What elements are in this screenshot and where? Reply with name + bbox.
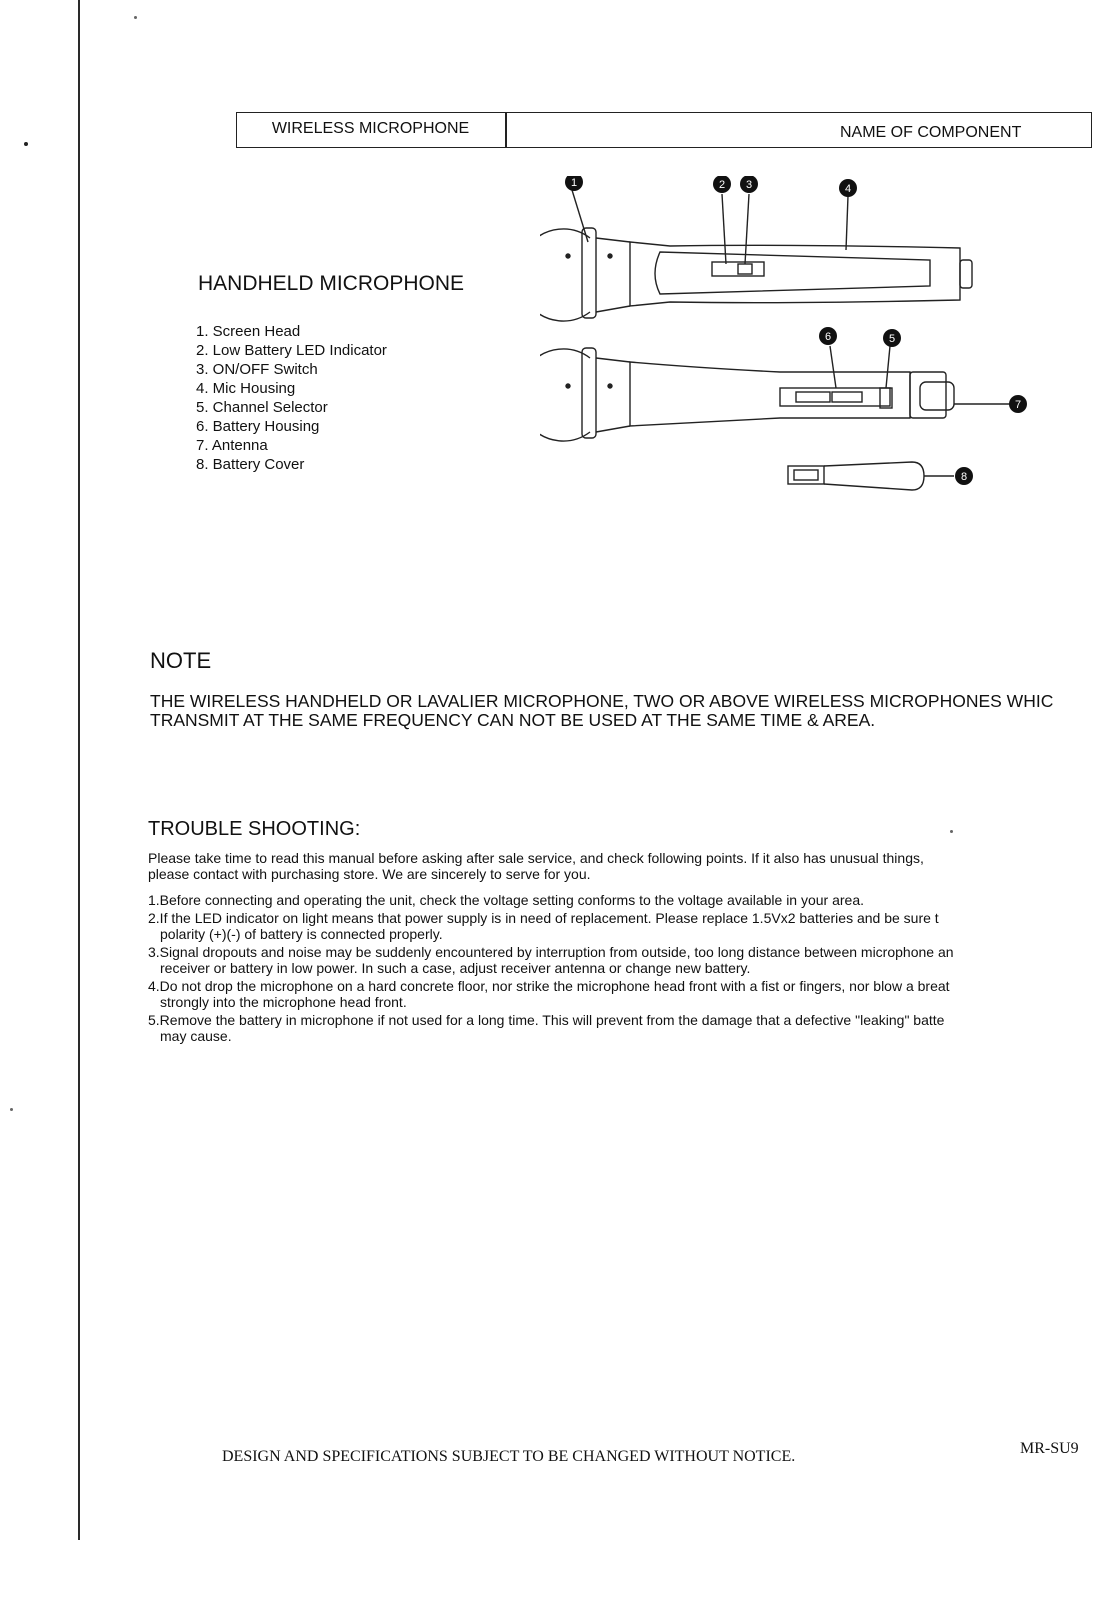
callout-7 xyxy=(1009,395,1027,413)
part-item: 4. Mic Housing xyxy=(196,380,296,397)
parts-list xyxy=(196,322,387,474)
callout-4 xyxy=(839,179,857,197)
svg-text:2: 2 xyxy=(718,179,726,191)
ts-item: 4.Do not drop the microphone on a hard concrete floor, nor strike the microphone head front with a fist or fingers, nor blow a breat strongly into the microphone head front. xyxy=(148,978,950,1010)
callout-markers xyxy=(565,176,1027,485)
header-divider xyxy=(505,112,507,148)
ts-item: 1.Before connecting and operating the unit, check the voltage setting conforms to the voltage available in your area. xyxy=(148,892,865,908)
callout-1 xyxy=(565,176,583,191)
handheld-title: HANDHELD MICROPHONE xyxy=(198,272,465,295)
part-item: 6. Battery Housing xyxy=(196,418,320,435)
model-number: MR-SU9 xyxy=(1020,1440,1079,1457)
svg-text:7: 7 xyxy=(1014,399,1022,411)
part-item: 8. Battery Cover xyxy=(196,456,305,473)
note-title: NOTE xyxy=(150,648,212,673)
head-ring xyxy=(582,228,596,318)
part-item: 2. Low Battery LED Indicator xyxy=(196,342,387,359)
svg-text:8: 8 xyxy=(960,471,968,483)
section-title: NAME OF COMPONENT xyxy=(840,124,1022,141)
callout-2 xyxy=(713,176,731,193)
note-line: THE WIRELESS HANDHELD OR LAVALIER MICROPHONE, TWO OR ABOVE WIRELESS MICROPHONES WHIC xyxy=(150,691,1054,711)
trouble-shooting-title: TROUBLE SHOOTING: xyxy=(148,818,361,840)
mic-side-view xyxy=(540,346,1010,441)
callout-6 xyxy=(819,327,837,345)
callout-8 xyxy=(955,467,973,485)
scan-speck xyxy=(10,1108,13,1111)
trouble-shooting-intro xyxy=(148,850,1108,882)
part-item: 3. ON/OFF Switch xyxy=(196,361,318,378)
ts-item: 3.Signal dropouts and noise may be suddenly encountered by interruption from outside, too long distance between microphone an receiver or battery in low power. In such a case, adjust receiver antenna or change new battery. xyxy=(148,944,954,976)
mic-body xyxy=(630,362,910,426)
trouble-shooting-list xyxy=(148,892,1118,1046)
mic-top-view xyxy=(540,190,972,321)
part-item: 5. Channel Selector xyxy=(196,399,328,416)
callout-3 xyxy=(740,176,758,193)
svg-text:6: 6 xyxy=(824,331,832,343)
housing-panel xyxy=(655,252,930,294)
mic-end-cap xyxy=(960,260,972,288)
page-margin-rule xyxy=(78,0,80,1540)
ts-item: 2.If the LED indicator on light means that power supply is in need of replacement. Please replace 1.5Vx2 batteries and be sure t polarity (+)(-) of battery is connected properly. xyxy=(148,910,939,942)
svg-text:4: 4 xyxy=(844,183,852,195)
callout-5 xyxy=(883,329,901,347)
part-item: 1. Screen Head xyxy=(196,323,301,340)
svg-text:1: 1 xyxy=(570,177,578,189)
product-title: WIRELESS MICROPHONE xyxy=(271,120,470,137)
scan-speck xyxy=(24,142,28,146)
scan-speck xyxy=(950,830,953,833)
scan-speck xyxy=(134,16,137,19)
intro-line: please contact with purchasing store. We are sincerely to serve for you. xyxy=(148,866,591,882)
microphone-diagram xyxy=(540,176,1100,506)
antenna-shape xyxy=(920,382,954,410)
note-text xyxy=(150,692,1120,730)
intro-line: Please take time to read this manual before asking after sale service, and check following points. If it also has unusual things, xyxy=(148,850,924,866)
battery-cover-shape xyxy=(788,462,954,490)
footer-disclaimer: DESIGN AND SPECIFICATIONS SUBJECT TO BE CHANGED WITHOUT NOTICE. xyxy=(222,1448,796,1465)
ts-item: 5.Remove the battery in microphone if not used for a long time. This will prevent from the damage that a defective "leaking" batte may cause. xyxy=(148,1012,945,1044)
mic-housing xyxy=(630,242,960,306)
note-line: TRANSMIT AT THE SAME FREQUENCY CAN NOT BE USED AT THE SAME TIME & AREA. xyxy=(150,710,876,730)
svg-text:5: 5 xyxy=(888,333,896,345)
svg-text:3: 3 xyxy=(745,179,753,191)
part-item: 7. Antenna xyxy=(196,437,268,454)
